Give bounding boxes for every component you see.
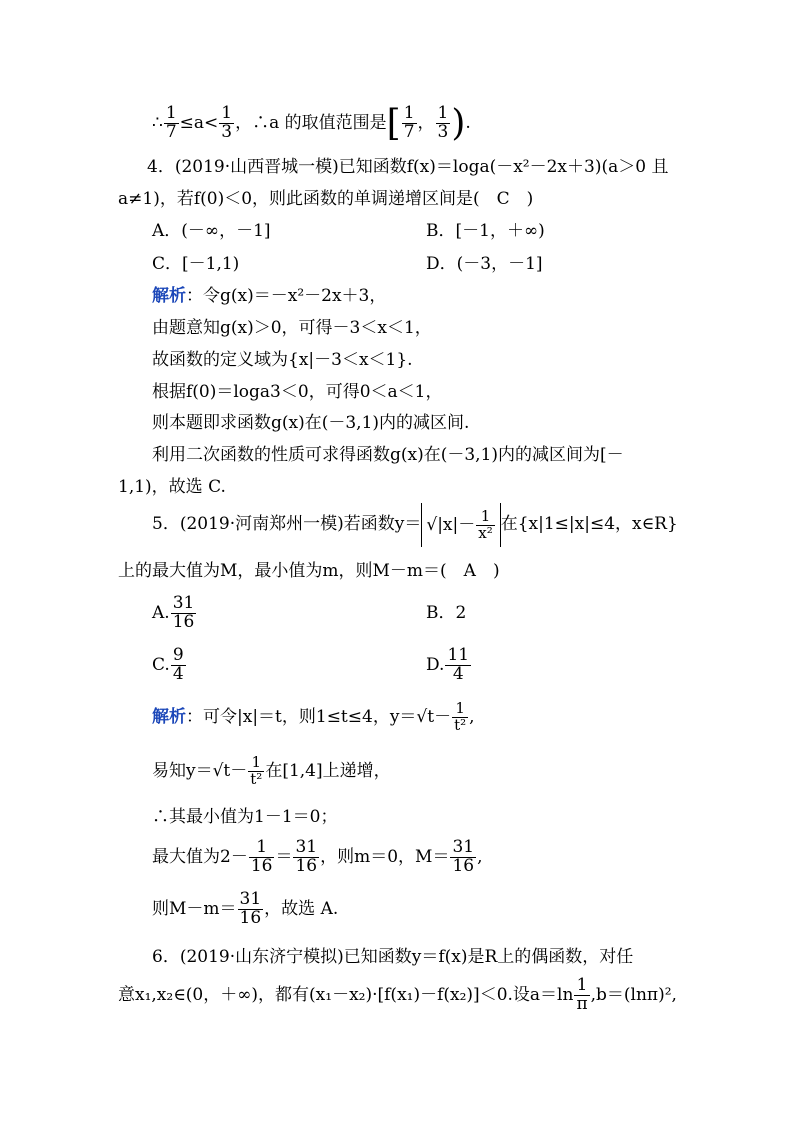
comma: ,: [477, 847, 483, 867]
right-paren: ): [451, 102, 466, 144]
option-letter: C.: [152, 655, 170, 675]
q6-stem-text: ,b＝(lnπ)²,: [590, 985, 677, 1005]
q5-option-b: B．2: [426, 603, 467, 623]
q4-solution-line7: 1,1)，故选 C.: [118, 477, 226, 497]
q5-solution-line4: [152, 834, 483, 880]
fraction: $\frac{1}{7}$: [403, 103, 415, 142]
q5-solution-line2: [152, 748, 391, 794]
q4-solution-line2: 由题意知g(x)＞0，可得－3＜x＜1，: [152, 318, 432, 338]
fraction: $\frac{11}{4}$: [447, 645, 470, 684]
range-conclusion: [152, 100, 471, 146]
fraction: $\frac{31}{16}$: [452, 837, 475, 876]
q4-solution-line3: 故函数的定义域为{x|－3＜x＜1}.: [152, 350, 413, 370]
fraction: $\frac{1}{3}$: [221, 103, 233, 142]
sqrt-term: √|x|－: [426, 514, 476, 535]
solution-text: 易知y＝√t－: [152, 761, 248, 781]
q5-option-c: [152, 642, 187, 688]
option-letter: A.: [152, 603, 170, 623]
fraction: $\frac{9}{4}$: [172, 645, 184, 684]
q4-option-a: A．(－∞，－1]: [152, 221, 271, 241]
option-letter: D.: [426, 655, 445, 675]
fraction: $\frac{1}{\pi}$: [576, 975, 588, 1014]
solution-text: ：可令|x|＝t，则1≤t≤4，y＝√t－: [186, 707, 452, 727]
q5-stem-text: 5．(2019·河南郑州一模)若函数y＝: [152, 514, 422, 534]
therefore-symbol: ∴: [152, 113, 163, 133]
q4-solution-line5: 则本题即求函数g(x)在(－3,1)内的减区间.: [152, 413, 470, 433]
inequality-text: ≤a<: [179, 113, 219, 133]
q6-stem-line1: 6．(2019·山东济宁模拟)已知函数y＝f(x)是R上的偶函数，对任: [152, 947, 634, 967]
solution-text: 在[1,4]上递增，: [265, 761, 391, 781]
q4-solution-line1: [152, 285, 386, 307]
q4-stem-line2: a≠1)，若f(0)＜0，则此函数的单调递增区间是( C ): [118, 189, 534, 209]
q5-option-d: [426, 642, 472, 688]
solution-text: 则M－m＝: [152, 899, 237, 919]
solution-text: ：令g(x)＝－x²－2x＋3，: [186, 286, 387, 306]
absolute-value-expression: [421, 503, 500, 547]
left-bracket: [: [386, 102, 401, 144]
fraction: $\frac{1}{\text{x²}}$: [478, 506, 493, 542]
q4-solution-line4: 根据f(0)＝loga3＜0，可得0＜a＜1，: [152, 382, 443, 402]
q4-option-d: D．(－3，－1]: [426, 254, 543, 274]
comma: ，: [417, 113, 435, 133]
q4-solution-line6: 利用二次函数的性质可求得函数g(x)在(－3,1)内的减区间为[－: [152, 445, 624, 465]
period: .: [465, 113, 471, 133]
fraction: $\frac{1}{3}$: [437, 103, 449, 142]
domain-text: 在{x|1≤|x|≤4，x∈R}: [500, 514, 678, 534]
q4-option-c: C．[－1,1): [152, 254, 240, 274]
fraction: $\frac{31}{16}$: [295, 837, 318, 876]
comma: ,: [469, 707, 475, 727]
q4-option-b: B．[－1，＋∞): [426, 221, 545, 241]
fraction: $\frac{1}{\text{t²}}$: [454, 699, 467, 734]
solution-label: 解析: [152, 286, 186, 306]
q5-solution-line1: [152, 694, 475, 740]
q5-solution-line5: [152, 886, 338, 932]
fraction: $\frac{1}{16}$: [250, 837, 273, 876]
solution-text: ，故选 A.: [264, 899, 339, 919]
fraction: $\frac{31}{16}$: [172, 593, 195, 632]
fraction: $\frac{1}{\text{t²}}$: [250, 753, 263, 788]
q6-stem-line2: [118, 970, 677, 1020]
range-text: ，∴a 的取值范围是: [235, 113, 387, 133]
q5-stem-line2: 上的最大值为M，最小值为m，则M－m＝( A ): [118, 561, 500, 581]
equals: ＝: [275, 847, 293, 867]
q5-solution-line3: ∴其最小值为1－1＝0；: [152, 807, 338, 827]
q4-stem-line1: 4．(2019·山西晋城一模)已知函数f(x)＝loga(－x²－2x＋3)(a＞0 且: [147, 157, 669, 177]
q5-stem-line1: [152, 502, 678, 547]
q6-stem-text: 意x₁,x₂∈(0，＋∞)，都有(x₁－x₂)·[f(x₁)－f(x₂)]＜0.设a＝ln: [118, 985, 574, 1005]
q5-option-a: [152, 590, 197, 636]
solution-label: 解析: [152, 707, 186, 727]
solution-text: ，则m＝0，M＝: [320, 847, 450, 867]
solution-text: 最大值为2－: [152, 847, 248, 867]
fraction: $\frac{1}{7}$: [165, 103, 177, 142]
fraction: $\frac{31}{16}$: [239, 889, 262, 928]
